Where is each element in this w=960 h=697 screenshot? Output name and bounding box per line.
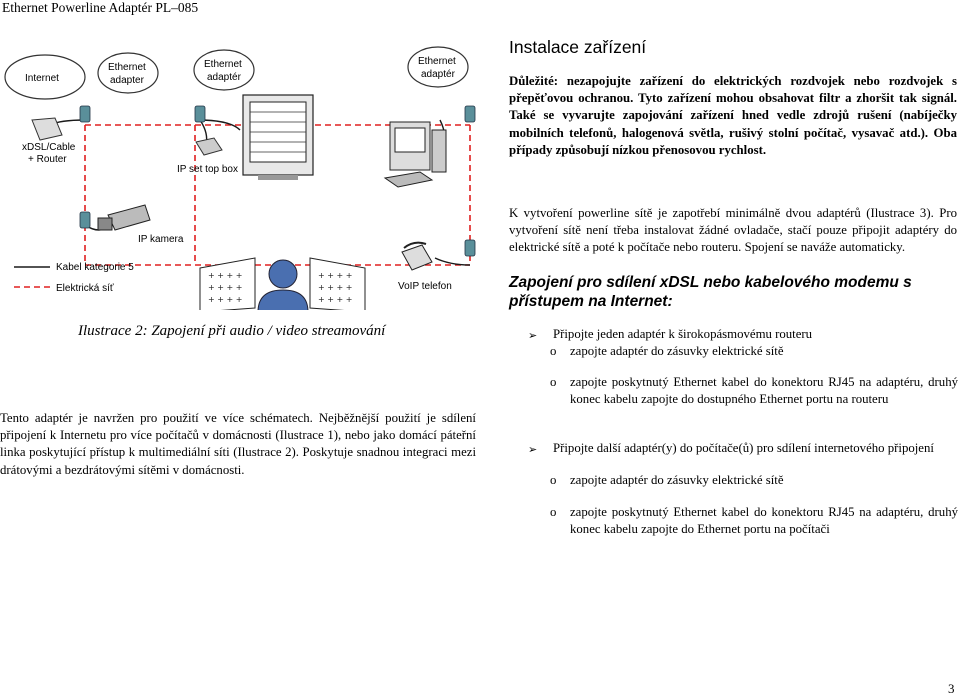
minimum-adapters-text: K vytvoření powerline sítě je zapotřebí minimálně dvou adaptérů (Ilustrace 3). Pro vytvoření sítě není třeba instalovat žádné ovladače, stačí pouze připojit adaptéry do elektrické sítě a poté k počítače nebo routeru. Spojení se naváže automaticky. bbox=[509, 206, 957, 255]
svg-text:+ + + +: + + + + bbox=[318, 295, 353, 304]
ip-camera bbox=[98, 205, 150, 230]
legend bbox=[14, 262, 134, 294]
set-top-box bbox=[196, 138, 222, 155]
list-subitem: o zapojte poskytnutý Ethernet kabel do konektoru RJ45 na adaptéru, druhý konec kabelu zapojte do dostupného Ethernet portu na routeru bbox=[550, 375, 958, 407]
intro-text: Tento adaptér je navržen pro použití ve více schématech. Nejběžnější použití je sdílení připojení k Internetu pro více počítačů v domácnosti (Ilustrace 1), nebo jako domácí páteřní linka poskytující přístup k multimediální síti (Ilustrace 2). Poskytuje snadnou integraci mezi drátovými a bezdrátovými sítěmi v domácnosti. bbox=[0, 411, 476, 477]
svg-text:+ + + +: + + + + bbox=[318, 283, 353, 292]
svg-text:+ + + +: + + + + bbox=[318, 271, 353, 280]
pc-device bbox=[385, 122, 446, 187]
svg-text:Ethernet: Ethernet bbox=[204, 59, 242, 70]
network-diagram bbox=[0, 40, 500, 310]
svg-text:+ + + +: + + + + bbox=[208, 295, 243, 304]
router-device bbox=[32, 118, 62, 140]
warning-text: Důležité: nezapojujte zařízení do elektrických rozdvojek nebo rozdvojek s přepěťovou ochranou. Tyto zařízení mohou obsahovat filtr a zhoršit tak signál. Také se vyvarujte zapojování zařízení hned vedle zdrojů rušení (nabíječky mobilních telefonů, halogenová světla, rušivý stolní počítač, vysavač atd.). Oba případy způsobují nízkou přenosovou rychlost. bbox=[509, 74, 957, 157]
tv-device bbox=[243, 95, 313, 180]
svg-text:adapter: adapter bbox=[110, 75, 144, 86]
voip-phone bbox=[402, 243, 432, 270]
subsection-title: Zapojení pro sdílení xDSL nebo kabelového modemu s přístupem na Internet: bbox=[509, 274, 912, 310]
bubble-eth1 bbox=[98, 53, 158, 93]
legend-power-label: Elektrická síť bbox=[56, 283, 114, 294]
label-voip: VoIP telefon bbox=[398, 281, 452, 292]
figure-caption: Ilustrace 2: Zapojení při audio / video streamování bbox=[78, 323, 386, 339]
list-subitem: o zapojte poskytnutý Ethernet kabel do konektoru RJ45 na adaptéru, druhý konec kabelu zapojte do Ethernet portu na počítači bbox=[550, 505, 958, 537]
list-subitem: o zapojte adaptér do zásuvky elektrické sítě bbox=[550, 344, 784, 358]
svg-text:+ Router: + Router bbox=[28, 154, 67, 165]
page-number: 3 bbox=[948, 681, 955, 696]
document-title: Ethernet Powerline Adaptér PL–085 bbox=[2, 0, 199, 15]
arrow-bullet-icon: ➢ bbox=[528, 329, 538, 342]
list-item: ➢ Připojte další adaptér(y) do počítače(ů) pro sdílení internetového připojení bbox=[528, 440, 958, 457]
section-title: Instalace zařízení bbox=[509, 37, 647, 57]
svg-text:adaptér: adaptér bbox=[421, 69, 455, 80]
label-camera: IP kamera bbox=[138, 234, 184, 245]
list-item: ➢ Připojte jeden adaptér k širokopásmovému routeru bbox=[528, 326, 958, 343]
svg-text:+ + + +: + + + + bbox=[208, 271, 243, 280]
svg-text:adaptér: adaptér bbox=[207, 72, 241, 83]
svg-text:Ethernet: Ethernet bbox=[108, 62, 146, 73]
legend-cable-label: Kabel kategorie 5 bbox=[56, 262, 134, 273]
label-xdsl: xDSL/Cable bbox=[22, 142, 76, 153]
bubble-eth2 bbox=[194, 50, 254, 90]
internet-cloud bbox=[5, 55, 85, 99]
label-stb: IP set top box bbox=[177, 164, 238, 175]
svg-text:Ethernet: Ethernet bbox=[418, 56, 456, 67]
list-subitem: o zapojte adaptér do zásuvky elektrické sítě bbox=[550, 473, 784, 487]
bubble-eth3 bbox=[408, 47, 468, 87]
user-streaming-figure bbox=[200, 258, 365, 310]
label-internet: Internet bbox=[25, 73, 59, 84]
arrow-bullet-icon: ➢ bbox=[528, 443, 538, 456]
svg-text:+ + + +: + + + + bbox=[208, 283, 243, 292]
